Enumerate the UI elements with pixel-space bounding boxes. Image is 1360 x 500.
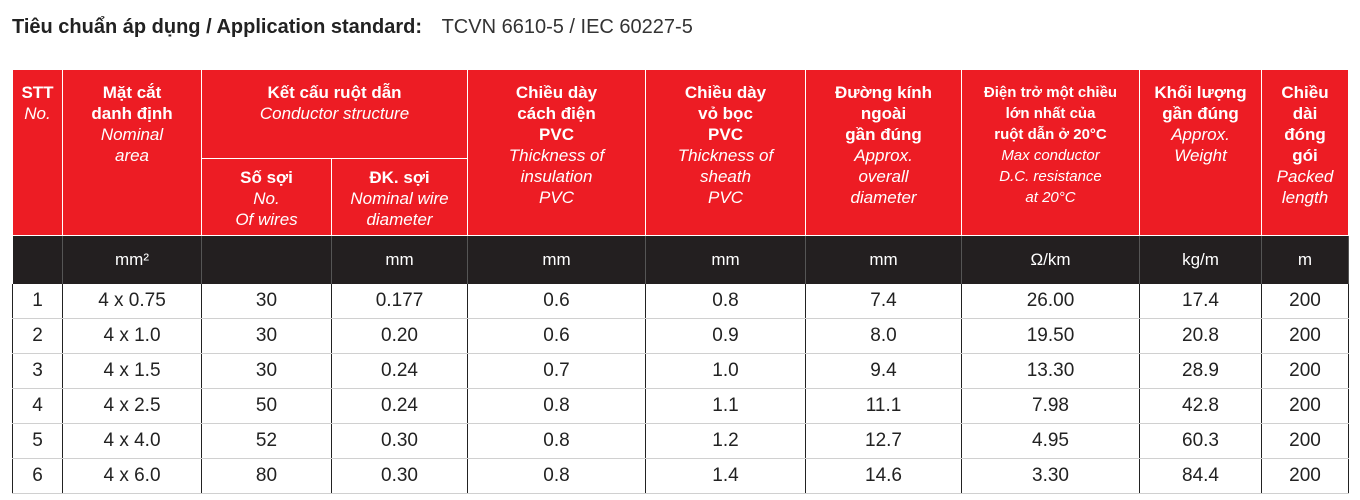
table-cell: 17.4 <box>1140 284 1262 319</box>
table-cell: 4.95 <box>962 424 1140 459</box>
unit-cell: kg/m <box>1140 236 1262 285</box>
table-cell: 7.4 <box>806 284 962 319</box>
unit-cell: Ω/km <box>962 236 1140 285</box>
table-cell: 4 <box>13 389 63 424</box>
header-approx-weight: Khối lượng gần đúng Approx. Weight <box>1140 70 1262 236</box>
table-body <box>13 236 1349 494</box>
table-cell: 3.30 <box>962 459 1140 494</box>
units-row <box>13 236 1349 285</box>
header-nominal-area: Mặt cắt danh định Nominal area <box>63 70 202 236</box>
table-cell: 5 <box>13 424 63 459</box>
table-cell: 6 <box>13 459 63 494</box>
header-wire-diameter: ĐK. sợi Nominal wire diameter <box>332 159 468 236</box>
table-cell: 0.24 <box>332 354 468 389</box>
table-cell: 13.30 <box>962 354 1140 389</box>
unit-cell <box>13 236 63 285</box>
table-cell: 11.1 <box>806 389 962 424</box>
header-number-of-wires: Số sợi No. Of wires <box>202 159 332 236</box>
table-cell: 4 x 1.0 <box>63 319 202 354</box>
table-cell: 12.7 <box>806 424 962 459</box>
table-cell: 8.0 <box>806 319 962 354</box>
table-cell: 0.7 <box>468 354 646 389</box>
table-cell: 0.177 <box>332 284 468 319</box>
table-cell: 2 <box>13 319 63 354</box>
table-cell: 3 <box>13 354 63 389</box>
table-cell: 50 <box>202 389 332 424</box>
table-cell: 52 <box>202 424 332 459</box>
unit-cell: mm <box>468 236 646 285</box>
table-cell: 0.6 <box>468 284 646 319</box>
table-cell: 9.4 <box>806 354 962 389</box>
table-cell: 200 <box>1262 424 1349 459</box>
table-header <box>13 70 1349 236</box>
standard-label: Tiêu chuẩn áp dụng / Application standard: <box>12 16 423 38</box>
table-cell: 200 <box>1262 284 1349 319</box>
header-sheath-thickness: Chiều dày vỏ bọc PVC Thickness of sheath PVC <box>646 70 806 236</box>
table-cell: 4 x 6.0 <box>63 459 202 494</box>
table-cell: 1.2 <box>646 424 806 459</box>
table-cell: 0.8 <box>646 284 806 319</box>
table-cell: 30 <box>202 319 332 354</box>
unit-cell: mm <box>332 236 468 285</box>
header-conductor-structure: Kết cấu ruột dẫn Conductor structure <box>202 70 468 159</box>
table-cell: 4 x 2.5 <box>63 389 202 424</box>
table-row <box>13 459 1349 494</box>
table-cell: 19.50 <box>962 319 1140 354</box>
header-stt: STT No. <box>13 70 63 236</box>
table-cell: 26.00 <box>962 284 1140 319</box>
table-cell: 14.6 <box>806 459 962 494</box>
table-cell: 1.4 <box>646 459 806 494</box>
table-row <box>13 284 1349 319</box>
table-cell: 200 <box>1262 389 1349 424</box>
header-insulation-thickness: Chiều dày cách điện PVC Thickness of insulation PVC <box>468 70 646 236</box>
table-cell: 1.0 <box>646 354 806 389</box>
table-cell: 4 x 4.0 <box>63 424 202 459</box>
table-cell: 4 x 0.75 <box>63 284 202 319</box>
table-cell: 80 <box>202 459 332 494</box>
table-row <box>13 389 1349 424</box>
table-row <box>13 319 1349 354</box>
application-standard <box>12 16 693 39</box>
table-cell: 1.1 <box>646 389 806 424</box>
table-cell: 20.8 <box>1140 319 1262 354</box>
table-cell: 60.3 <box>1140 424 1262 459</box>
cable-spec-table <box>12 69 1349 494</box>
table-cell: 84.4 <box>1140 459 1262 494</box>
header-packed-length: Chiều dài đóng gói Packed length <box>1262 70 1349 236</box>
table-cell: 0.8 <box>468 459 646 494</box>
table-cell: 0.30 <box>332 459 468 494</box>
header-overall-diameter: Đường kính ngoài gần đúng Approx. overall diameter <box>806 70 962 236</box>
table-cell: 28.9 <box>1140 354 1262 389</box>
unit-cell <box>202 236 332 285</box>
standard-value: TCVN 6610-5 / IEC 60227-5 <box>441 16 693 38</box>
table-row <box>13 354 1349 389</box>
header-dc-resistance: Điện trở một chiều lớn nhất của ruột dẫn ở 20°C Max conductor D.C. resistance at 20°C <box>962 70 1140 236</box>
table-cell: 200 <box>1262 319 1349 354</box>
table-cell: 0.8 <box>468 424 646 459</box>
table-cell: 0.24 <box>332 389 468 424</box>
table-cell: 1 <box>13 284 63 319</box>
table-row <box>13 424 1349 459</box>
table-cell: 42.8 <box>1140 389 1262 424</box>
table-cell: 30 <box>202 354 332 389</box>
table-cell: 7.98 <box>962 389 1140 424</box>
unit-cell: mm <box>806 236 962 285</box>
table-cell: 200 <box>1262 459 1349 494</box>
table-cell: 4 x 1.5 <box>63 354 202 389</box>
table-cell: 0.20 <box>332 319 468 354</box>
table-cell: 30 <box>202 284 332 319</box>
table-cell: 0.8 <box>468 389 646 424</box>
table-cell: 0.6 <box>468 319 646 354</box>
unit-cell: mm² <box>63 236 202 285</box>
unit-cell: mm <box>646 236 806 285</box>
table-cell: 200 <box>1262 354 1349 389</box>
unit-cell: m <box>1262 236 1349 285</box>
table-cell: 0.30 <box>332 424 468 459</box>
table-cell: 0.9 <box>646 319 806 354</box>
